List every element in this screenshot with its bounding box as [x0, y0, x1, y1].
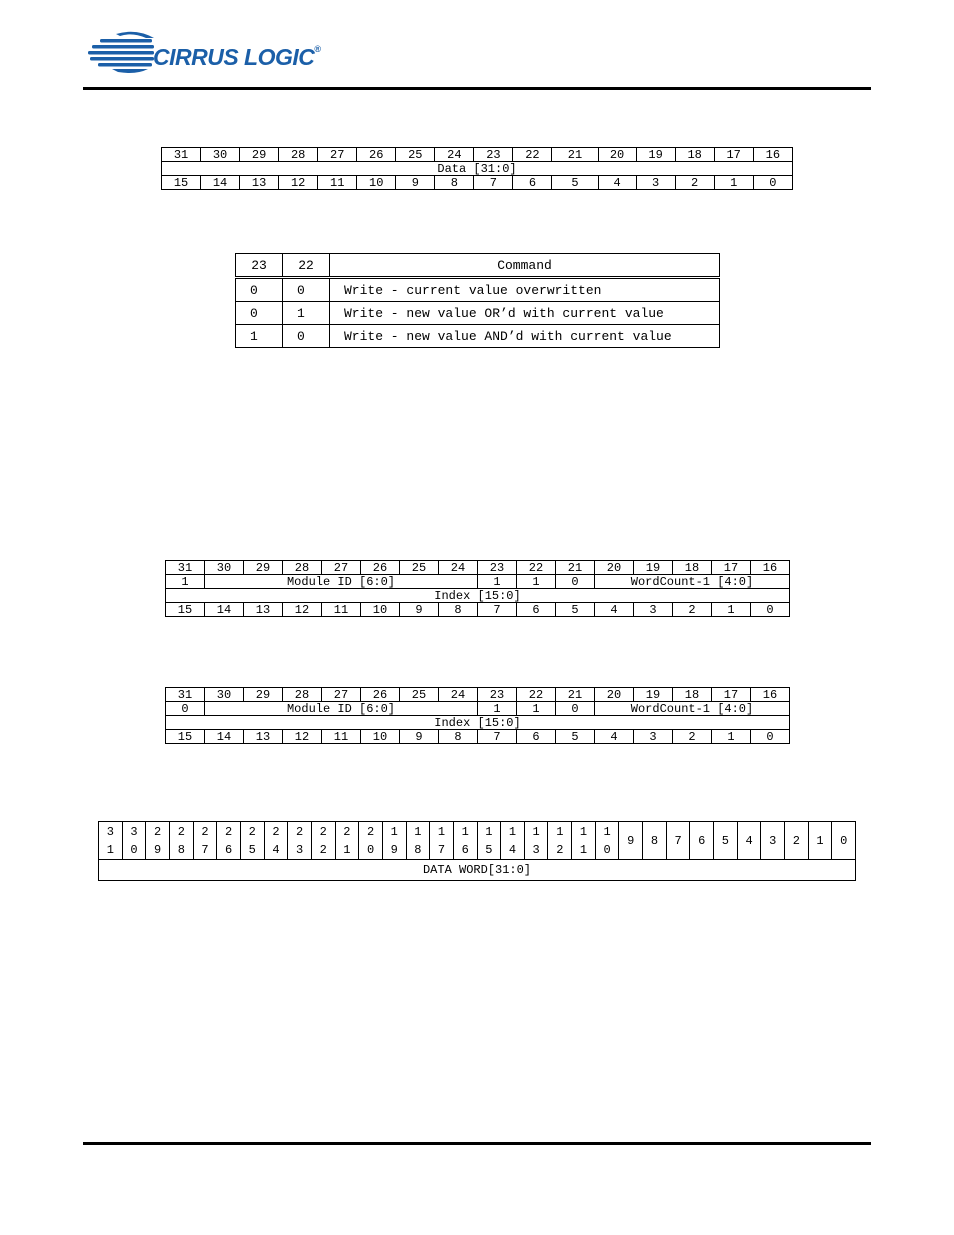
bit-cell — [808, 822, 832, 860]
bit-cell: 19 — [636, 148, 675, 162]
low-bit-row — [166, 603, 790, 617]
bit-cell: 20 — [598, 148, 636, 162]
bit-cell: 8 — [439, 603, 478, 617]
bit-digit: 3 — [295, 842, 304, 857]
bit-cell — [572, 822, 596, 860]
bit-digit: 2 — [319, 842, 327, 857]
bit-cell: 31 — [166, 688, 205, 702]
command-table — [235, 253, 720, 348]
bit-cell: 0 — [751, 603, 790, 617]
bit-cell: 10 — [357, 176, 396, 190]
bit-digit: 4 — [508, 842, 517, 857]
command-table-header — [236, 254, 720, 278]
word-count-field: WordCount-1 [4:0] — [595, 702, 790, 716]
bit-cell: 29 — [244, 688, 283, 702]
bit-cell: 5 — [552, 176, 598, 190]
bit31-value: 1 — [166, 575, 205, 589]
command-cell: Write - current value overwritten — [330, 278, 720, 302]
bit22-cell: 1 — [283, 302, 330, 325]
bit-cell: 15 — [162, 176, 201, 190]
bit-digit: 0 — [366, 842, 375, 857]
bit-digit: 6 — [698, 833, 706, 848]
bit-cell: 7 — [478, 730, 517, 744]
bit-cell — [785, 822, 809, 860]
bit-cell: 24 — [435, 148, 474, 162]
read-command-bit-table — [165, 560, 790, 617]
bit-digit: 1 — [508, 824, 517, 839]
bit-cell — [690, 822, 714, 860]
word-count-field: WordCount-1 [4:0] — [595, 575, 790, 589]
field-row — [166, 702, 790, 716]
bit23-value: 1 — [478, 575, 517, 589]
bit-digit: 5 — [721, 833, 729, 848]
bit-cell: 10 — [361, 730, 400, 744]
field-row — [166, 575, 790, 589]
bit-digit: 3 — [106, 824, 114, 839]
bit-cell — [359, 822, 383, 860]
bit-digit: 2 — [366, 824, 375, 839]
bit-digit: 2 — [319, 824, 327, 839]
data-field: Data [31:0] — [162, 162, 793, 176]
bit-cell: 8 — [439, 730, 478, 744]
bit23-value: 1 — [478, 702, 517, 716]
bit-cell — [193, 822, 217, 860]
bit-cell — [761, 822, 785, 860]
bit-cell: 4 — [595, 603, 634, 617]
bit-digit: 1 — [603, 824, 611, 839]
bit-cell: 3 — [634, 603, 673, 617]
header-rule — [83, 87, 871, 90]
bit-cell: 13 — [244, 730, 283, 744]
bit-cell: 3 — [634, 730, 673, 744]
bit-cell: 0 — [753, 176, 792, 190]
bit-cell: 5 — [556, 603, 595, 617]
command-cell: Write - new value OR’d with current value — [330, 302, 720, 325]
bit-cell: 20 — [595, 561, 634, 575]
bit-cell — [311, 822, 335, 860]
bit-cell — [217, 822, 241, 860]
bit-digit: 2 — [272, 824, 280, 839]
bit-cell: 2 — [675, 176, 714, 190]
bit-cell: 16 — [751, 561, 790, 575]
bit-digit: 2 — [295, 824, 304, 839]
bit-digit: 5 — [485, 842, 493, 857]
bit-digit: 0 — [603, 842, 611, 857]
bit-cell: 26 — [361, 688, 400, 702]
bit-cell: 10 — [361, 603, 400, 617]
bit-cell: 6 — [513, 176, 552, 190]
bit-cell: 28 — [279, 148, 318, 162]
bit-digit: 1 — [532, 824, 540, 839]
bit-cell: 23 — [478, 561, 517, 575]
bit-cell: 17 — [712, 561, 751, 575]
bit-cell — [548, 822, 572, 860]
bit-cell — [146, 822, 170, 860]
bit-digit: 6 — [225, 842, 233, 857]
bit-cell — [335, 822, 359, 860]
bit-digit: 1 — [390, 824, 398, 839]
bit-cell — [619, 822, 643, 860]
bit-digit: 1 — [343, 842, 351, 857]
bit-cell — [643, 822, 667, 860]
bit-digit: 9 — [390, 842, 398, 857]
bit-cell: 12 — [283, 730, 322, 744]
bit-digit: 2 — [556, 842, 564, 857]
bit-cell: 28 — [283, 561, 322, 575]
module-id-field: Module ID [6:0] — [205, 702, 478, 716]
bit-digit: 3 — [769, 833, 777, 848]
bit-digit: 2 — [177, 824, 185, 839]
bit-cell — [595, 822, 619, 860]
bit-cell — [169, 822, 193, 860]
high-bit-row — [166, 561, 790, 575]
bit-cell: 25 — [396, 148, 435, 162]
bit22-cell: 0 — [283, 325, 330, 348]
bit-cell: 9 — [400, 730, 439, 744]
bit-cell: 27 — [318, 148, 357, 162]
bit-cell: 6 — [517, 603, 556, 617]
bit-digit: 1 — [579, 824, 588, 839]
bit-digit: 8 — [650, 833, 659, 848]
bit-cell — [382, 822, 406, 860]
bit-cell: 14 — [201, 176, 240, 190]
bit-cell: 3 — [636, 176, 675, 190]
header-cell: 23 — [236, 254, 283, 278]
bit-cell: 30 — [201, 148, 240, 162]
bit22-value: 1 — [517, 702, 556, 716]
bit-cell — [406, 822, 430, 860]
bit23-cell: 0 — [236, 278, 283, 302]
bit-cell: 26 — [361, 561, 400, 575]
bit-cell: 2 — [673, 730, 712, 744]
bit-digit: 4 — [745, 833, 753, 848]
bit-cell: 18 — [673, 688, 712, 702]
bit-digit: 5 — [248, 842, 256, 857]
bit-cell: 15 — [166, 603, 205, 617]
header-cell: 22 — [283, 254, 330, 278]
bit-cell: 18 — [673, 561, 712, 575]
bit-cell: 17 — [714, 148, 753, 162]
bit-digit: 1 — [556, 824, 564, 839]
bit-cell — [477, 822, 501, 860]
bit-digit: 2 — [225, 824, 233, 839]
bit22-cell: 0 — [283, 278, 330, 302]
bit-digit: 0 — [840, 833, 848, 848]
bit-digit: 1 — [106, 842, 114, 857]
bit-cell — [122, 822, 146, 860]
bit-cell: 6 — [517, 730, 556, 744]
bit-digit: 7 — [674, 833, 682, 848]
bit-cell: 30 — [205, 688, 244, 702]
bit-cell: 27 — [322, 688, 361, 702]
bit-cell — [99, 822, 123, 860]
bit-cell: 24 — [439, 688, 478, 702]
bit-cell: 19 — [634, 688, 673, 702]
bit-cell: 8 — [435, 176, 474, 190]
bit21-value: 0 — [556, 575, 595, 589]
bit23-cell: 1 — [236, 325, 283, 348]
bit-cell: 16 — [751, 688, 790, 702]
bit-cell: 5 — [556, 730, 595, 744]
bit-cell: 19 — [634, 561, 673, 575]
bit-digit: 2 — [792, 833, 800, 848]
bit-cell — [288, 822, 312, 860]
bit-cell: 13 — [244, 603, 283, 617]
footer-rule — [83, 1142, 871, 1145]
high-bit-row — [162, 148, 793, 162]
bit-digit: 8 — [414, 842, 422, 857]
bit-digit: 1 — [437, 824, 446, 839]
bit-cell: 14 — [205, 603, 244, 617]
bit-digit: 3 — [532, 842, 540, 857]
cirrus-logic-wordmark: CIRRUS LOGIC® — [153, 44, 321, 70]
bit-digit: 4 — [272, 842, 280, 857]
header-cell: Command — [330, 254, 720, 278]
bit-digit: 6 — [461, 842, 469, 857]
bit-digit: 7 — [201, 842, 209, 857]
index-field: Index [15:0] — [166, 589, 790, 603]
bit-cell: 16 — [753, 148, 792, 162]
bit-cell: 21 — [556, 688, 595, 702]
bit-cell: 0 — [751, 730, 790, 744]
table-row — [236, 278, 720, 302]
bit-digit: 2 — [343, 824, 351, 839]
bit-digit: 2 — [154, 824, 162, 839]
bit-cell: 30 — [205, 561, 244, 575]
bit-cell: 4 — [595, 730, 634, 744]
bit-digit: 1 — [579, 842, 588, 857]
bit-digit: 9 — [154, 842, 162, 857]
bit23-cell: 0 — [236, 302, 283, 325]
bit-cell: 14 — [205, 730, 244, 744]
bit-digit: 8 — [177, 842, 185, 857]
bit-digit: 3 — [130, 824, 138, 839]
bit-cell: 24 — [439, 561, 478, 575]
module-id-field: Module ID [6:0] — [205, 575, 478, 589]
bit-cell: 17 — [712, 688, 751, 702]
bit-digit: 1 — [461, 824, 469, 839]
bit-cell: 29 — [244, 561, 283, 575]
bit-cell — [832, 822, 856, 860]
bit-cell: 1 — [714, 176, 753, 190]
bit-cell: 21 — [556, 561, 595, 575]
write-command-bit-table — [165, 687, 790, 744]
command-cell: Write - new value AND’d with current value — [330, 325, 720, 348]
bit-cell: 11 — [318, 176, 357, 190]
bit-cell: 22 — [517, 688, 556, 702]
bit-cell: 1 — [712, 730, 751, 744]
bit-digit: 1 — [485, 824, 493, 839]
bit-digit: 7 — [437, 842, 446, 857]
data-word-32bit-table — [98, 821, 856, 881]
bit-cell: 22 — [517, 561, 556, 575]
bit-digit: 2 — [201, 824, 209, 839]
bit-digit: 0 — [130, 842, 138, 857]
bit-cell: 2 — [673, 603, 712, 617]
bit-cell: 1 — [712, 603, 751, 617]
bit-digit: 2 — [248, 824, 256, 839]
bit-cell: 29 — [240, 148, 279, 162]
bit-cell: 23 — [478, 688, 517, 702]
low-bit-row — [166, 730, 790, 744]
bit-cell: 31 — [166, 561, 205, 575]
bit-cell: 28 — [283, 688, 322, 702]
bit-cell: 11 — [322, 603, 361, 617]
bit-cell — [240, 822, 264, 860]
bit-cell: 4 — [598, 176, 636, 190]
bit-cell — [501, 822, 525, 860]
bit-cell — [430, 822, 454, 860]
data-word-bit-table — [161, 147, 793, 190]
bit-cell: 11 — [322, 730, 361, 744]
bit-digit: 9 — [627, 833, 635, 848]
bit-cell — [714, 822, 738, 860]
bit-cell: 21 — [552, 148, 598, 162]
bit-cell: 9 — [400, 603, 439, 617]
bit-cell: 7 — [478, 603, 517, 617]
bit-cell: 25 — [400, 688, 439, 702]
table-row — [236, 302, 720, 325]
bit-cell: 27 — [322, 561, 361, 575]
bit-cell — [666, 822, 690, 860]
bit-cell — [524, 822, 548, 860]
bit-cell: 31 — [162, 148, 201, 162]
bit21-value: 0 — [556, 702, 595, 716]
bit-cell — [453, 822, 477, 860]
high-bit-row — [166, 688, 790, 702]
bit-cell: 12 — [283, 603, 322, 617]
bit-digit: 1 — [816, 833, 824, 848]
bit-cell — [737, 822, 761, 860]
bit-cell: 26 — [357, 148, 396, 162]
bit-cell: 25 — [400, 561, 439, 575]
bit-cell: 20 — [595, 688, 634, 702]
bit-cell: 13 — [240, 176, 279, 190]
bit22-value: 1 — [517, 575, 556, 589]
bit-cell — [264, 822, 288, 860]
bit-cell: 15 — [166, 730, 205, 744]
data-word-field: DATA WORD[31:0] — [99, 860, 856, 881]
table-row — [236, 325, 720, 348]
low-bit-row — [162, 176, 793, 190]
bit-cell: 9 — [396, 176, 435, 190]
bit-digit: 1 — [414, 824, 422, 839]
bit-cell: 12 — [279, 176, 318, 190]
bit-cell: 18 — [675, 148, 714, 162]
bit-cell: 22 — [513, 148, 552, 162]
bit31-value: 0 — [166, 702, 205, 716]
bit-cell: 7 — [474, 176, 513, 190]
bit-cell: 23 — [474, 148, 513, 162]
index-field: Index [15:0] — [166, 716, 790, 730]
bit-number-row — [99, 822, 856, 860]
